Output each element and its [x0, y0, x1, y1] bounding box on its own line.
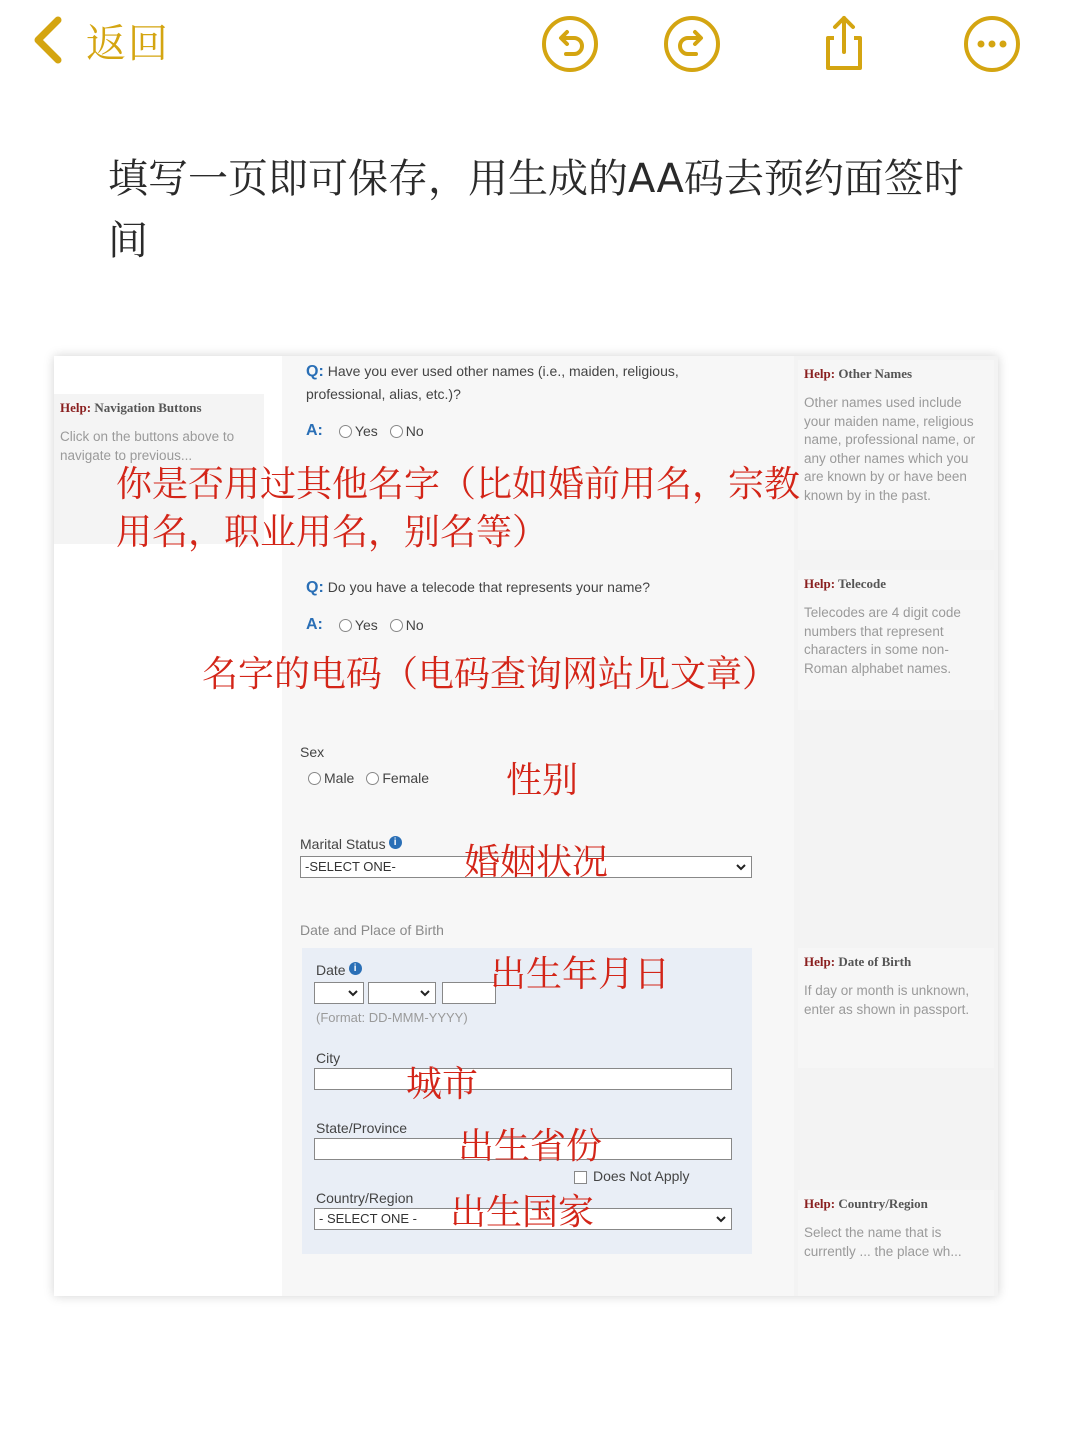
sex-label: Sex [300, 744, 325, 760]
help-telecode-box [798, 570, 994, 710]
does-not-apply-option[interactable]: Does Not Apply [574, 1168, 690, 1184]
annotation-sex: 性别 [506, 760, 579, 801]
help-title: Help: Date of Birth [804, 954, 912, 969]
help-title: Help: Navigation Buttons [60, 400, 202, 415]
help-text: Select the name that is currently ... the place wh... [804, 1225, 962, 1259]
state-label: State/Province [316, 1120, 408, 1136]
checkbox[interactable] [574, 1171, 587, 1184]
city-label: City [316, 1050, 341, 1066]
help-title: Help: Other Names [804, 366, 913, 381]
chevron-down-icon [736, 862, 746, 872]
more-button[interactable] [962, 14, 1022, 74]
annotation-date-of-birth: 出生年月日 [490, 954, 671, 995]
help-text: If day or month is unknown, enter as shown in passport. [804, 983, 970, 1017]
note-text: 填写一页即可保存，用生成的AA码去预约面签时间 [108, 156, 964, 264]
country-select[interactable]: - SELECT ONE - [314, 1208, 732, 1230]
help-title: Help: Country/Region [804, 1196, 928, 1211]
annotation-city: 城市 [406, 1064, 479, 1105]
back-button[interactable] [28, 12, 170, 68]
annotation-country: 出生国家 [450, 1192, 595, 1233]
share-button[interactable] [814, 14, 874, 74]
radio-yes[interactable] [339, 425, 352, 438]
date-format-hint: (Format: DD-MMM-YYYY) [316, 1010, 468, 1025]
birth-year-input[interactable] [442, 982, 496, 1004]
question-other-names: Q: Have you ever used other names (i.e., maiden, religious, professional, alias, etc.)? [306, 363, 679, 402]
annotated-screenshot [54, 356, 998, 1296]
info-icon[interactable]: i [389, 836, 402, 849]
radio-no[interactable] [390, 619, 403, 632]
answer-telecode: A: Yes No [306, 616, 424, 633]
help-title: Help: Telecode [804, 576, 886, 591]
undo-button[interactable] [540, 14, 600, 74]
help-country-box [798, 1190, 994, 1296]
annotation-other-names-line1: 你是否用过其他名字（比如婚前用名，宗教 [116, 464, 801, 505]
annotation-telecode: 名字的电码（电码查询网站见文章） [202, 654, 779, 695]
chevron-down-icon [716, 1214, 726, 1224]
question-telecode: Q: Do you have a telecode that represents your name? [306, 579, 650, 596]
help-text: Other names used include your maiden name, religious name, professional name, or any other names which you are known by or have been known by in the past. [804, 395, 976, 503]
redo-icon [662, 14, 722, 74]
redo-button[interactable] [662, 14, 722, 74]
back-label: 返回 [86, 20, 170, 67]
help-other-names-box [798, 360, 994, 550]
answer-other-names: A: Yes No [306, 422, 424, 439]
date-label: Date i [316, 962, 362, 978]
birth-section-title: Date and Place of Birth [300, 922, 444, 938]
city-input[interactable] [314, 1068, 732, 1090]
marital-status-select[interactable]: -SELECT ONE- [300, 856, 752, 878]
help-text: Telecodes are 4 digit code numbers that represent characters in some non-Roman alphabet names. [804, 605, 961, 676]
share-icon [814, 14, 874, 74]
chevron-down-icon [348, 988, 358, 998]
annotation-state: 出生省份 [458, 1126, 603, 1167]
info-icon[interactable]: i [349, 962, 362, 975]
chevron-left-icon [28, 12, 72, 68]
annotation-marital: 婚姻状况 [464, 842, 609, 883]
country-label: Country/Region [316, 1190, 414, 1206]
radio-male[interactable] [308, 772, 321, 785]
help-date-of-birth-box [798, 948, 994, 1068]
undo-icon [540, 14, 600, 74]
chevron-down-icon [420, 988, 430, 998]
birth-month-select[interactable] [368, 982, 436, 1004]
birth-day-select[interactable] [314, 982, 364, 1004]
radio-yes[interactable] [339, 619, 352, 632]
top-bar [0, 0, 1080, 90]
radio-no[interactable] [390, 425, 403, 438]
sex-options: Male Female [296, 770, 429, 786]
help-text: Click on the buttons above to navigate to previous... [60, 429, 235, 463]
radio-female[interactable] [366, 772, 379, 785]
more-icon [962, 14, 1022, 74]
marital-status-label: Marital Status i [300, 836, 402, 852]
annotation-other-names-line2: 用名，职业用名，别名等） [116, 512, 549, 553]
